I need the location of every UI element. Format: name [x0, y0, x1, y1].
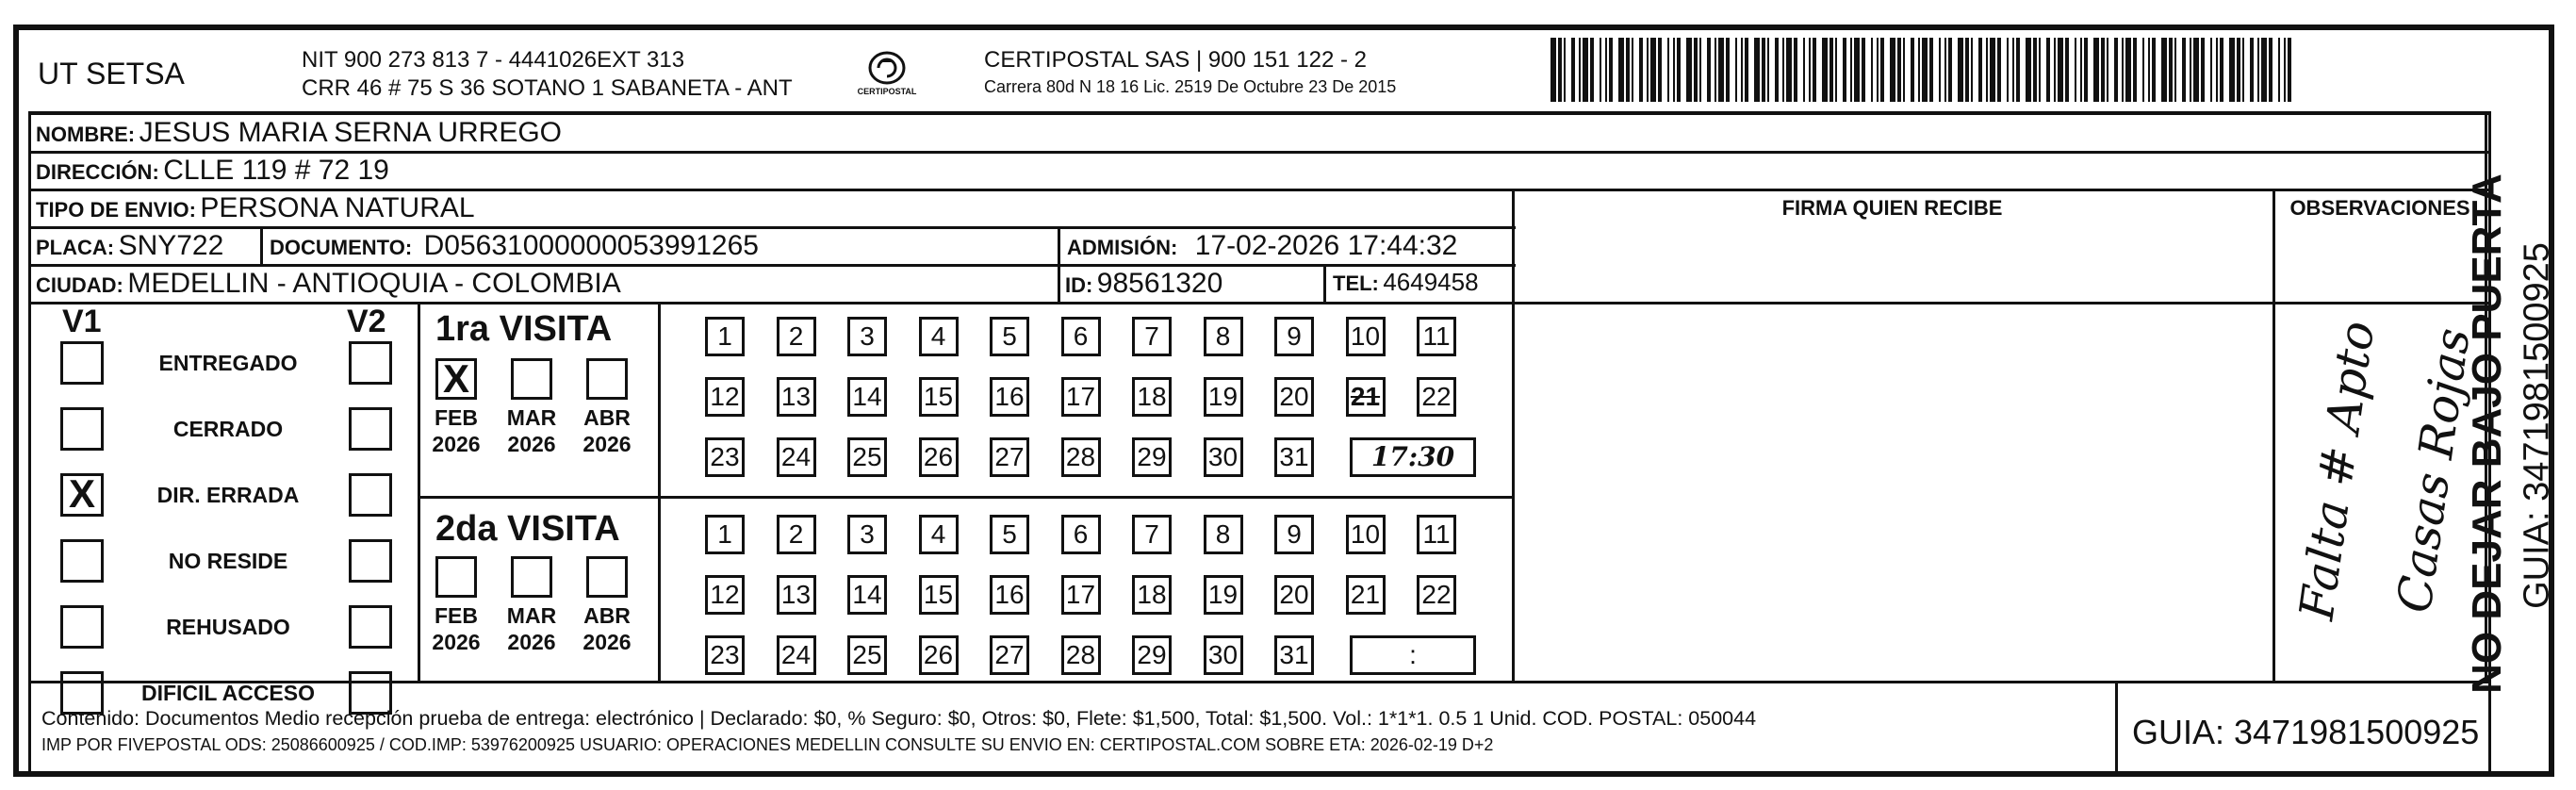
- day-box[interactable]: 9: [1274, 515, 1314, 554]
- reason-label: DIFICIL ACCESO: [140, 681, 315, 705]
- day-box[interactable]: 22: [1417, 575, 1456, 615]
- day-box[interactable]: 12: [705, 377, 745, 417]
- ciudad-value: MEDELLIN - ANTIOQUIA - COLOMBIA: [127, 268, 621, 299]
- admision-label: ADMISIÓN:: [1067, 236, 1178, 259]
- day-box[interactable]: 26: [919, 437, 959, 477]
- day-box[interactable]: 18: [1132, 575, 1172, 615]
- footer-line-1: Contenido: Documentos Medio recepción prueba de entrega: electrónico | Declarado: $0, % Seguro: $0, Otros: $0, Flete: $1,500, Total: $1,500. Vol.: 1*1*1. 0.5 1 Unid. COD. POSTAL: 050044: [41, 707, 1757, 730]
- day-box[interactable]: 15: [919, 377, 959, 417]
- day-box[interactable]: 2: [777, 515, 816, 554]
- year-label: 2026: [432, 630, 481, 654]
- certipostal-logo-text: CERTIPOSTAL: [857, 87, 917, 96]
- month-label: MAR: [506, 603, 557, 628]
- day-box[interactable]: 28: [1061, 635, 1101, 675]
- day-box[interactable]: 26: [919, 635, 959, 675]
- v1-checkbox[interactable]: [60, 341, 104, 385]
- day-box[interactable]: 25: [847, 635, 887, 675]
- firma-quien-recibe-header: FIRMA QUIEN RECIBE: [1781, 196, 2003, 220]
- month-checkbox[interactable]: [586, 556, 628, 598]
- tel-value: 4649458: [1383, 268, 1479, 296]
- day-box[interactable]: 10: [1346, 515, 1386, 554]
- day-box[interactable]: 11: [1417, 515, 1456, 554]
- day-box[interactable]: 4: [919, 317, 959, 356]
- no-dejar-bajo-puerta: NO DEJAR BAJO PUERTA: [2464, 173, 2510, 694]
- day-box[interactable]: 31: [1274, 437, 1314, 477]
- v1-checkbox[interactable]: X: [60, 473, 104, 517]
- ciudad-label: CIUDAD:: [36, 273, 123, 297]
- year-label: 2026: [507, 630, 556, 654]
- day-box[interactable]: 27: [990, 635, 1029, 675]
- day-box[interactable]: 7: [1132, 515, 1172, 554]
- day-box[interactable]: 19: [1204, 377, 1243, 417]
- day-box[interactable]: 21: [1346, 575, 1386, 615]
- sender-nit: NIT 900 273 813 7 - 4441026EXT 313: [302, 47, 685, 73]
- direccion-value: CLLE 119 # 72 19: [163, 155, 389, 186]
- v1-checkbox[interactable]: [60, 605, 104, 649]
- day-box[interactable]: 20: [1274, 377, 1314, 417]
- day-box[interactable]: 7: [1132, 317, 1172, 356]
- observaciones-header: OBSERVACIONES: [2289, 196, 2470, 220]
- v2-label: V2: [347, 304, 386, 339]
- tipo-envio-label: TIPO DE ENVIO:: [36, 198, 196, 222]
- placa-value: SNY722: [118, 230, 224, 261]
- day-box[interactable]: 17: [1061, 377, 1101, 417]
- footer-guia: GUIA: 3471981500925: [2132, 713, 2480, 751]
- day-box[interactable]: 5: [990, 515, 1029, 554]
- handwritten-note-apto: Falta # Apto: [2289, 318, 2386, 623]
- v2-checkbox[interactable]: [349, 407, 392, 451]
- day-box[interactable]: 22: [1417, 377, 1456, 417]
- month-checkbox[interactable]: [586, 358, 628, 400]
- day-box[interactable]: 28: [1061, 437, 1101, 477]
- month-label: FEB: [435, 603, 478, 628]
- id-label: ID:: [1065, 273, 1093, 297]
- carrier-address: Carrera 80d N 18 16 Lic. 2519 De Octubre 23 De 2015: [984, 77, 1397, 96]
- nombre-label: NOMBRE:: [36, 123, 136, 146]
- v2-checkbox[interactable]: [349, 539, 392, 583]
- reason-label: ENTREGADO: [158, 351, 298, 375]
- day-box[interactable]: 4: [919, 515, 959, 554]
- day-box[interactable]: 11: [1417, 317, 1456, 356]
- day-box[interactable]: 5: [990, 317, 1029, 356]
- v1-checkbox[interactable]: [60, 539, 104, 583]
- month-label: MAR: [506, 405, 557, 430]
- footer-line-2: IMP POR FIVEPOSTAL ODS: 25086600925 / COD.IMP: 53976200925 USUARIO: OPERACIONES MEDELLIN CONSULTE SU ENVIO EN: CERTIPOSTAL.COM SOBRE ETA: 2026-02-19 D+2: [41, 735, 1494, 754]
- v1-label: V1: [62, 304, 102, 339]
- day-box[interactable]: 23: [705, 635, 745, 675]
- month-checkbox[interactable]: [511, 556, 552, 598]
- day-box[interactable]: 24: [777, 437, 816, 477]
- day-box[interactable]: 16: [990, 575, 1029, 615]
- day-box[interactable]: 24: [777, 635, 816, 675]
- day-box[interactable]: 13: [777, 377, 816, 417]
- month-label: ABR: [583, 603, 631, 628]
- year-label: 2026: [582, 630, 632, 654]
- visit1-title: 1ra VISITA: [435, 309, 613, 349]
- day-box[interactable]: 9: [1274, 317, 1314, 356]
- year-label: 2026: [507, 432, 556, 456]
- day-box[interactable]: 25: [847, 437, 887, 477]
- day-box[interactable]: 16: [990, 377, 1029, 417]
- day-box[interactable]: 19: [1204, 575, 1243, 615]
- reason-label: REHUSADO: [166, 615, 290, 639]
- day-box[interactable]: 13: [777, 575, 816, 615]
- day-box[interactable]: 18: [1132, 377, 1172, 417]
- placa-label: PLACA:: [36, 236, 115, 259]
- carrier-title: CERTIPOSTAL SAS | 900 151 122 - 2: [984, 47, 1367, 73]
- day-box[interactable]: 31: [1274, 635, 1314, 675]
- year-label: 2026: [582, 432, 632, 456]
- day-box[interactable]: 14: [847, 377, 887, 417]
- reason-label: DIR. ERRADA: [156, 483, 300, 507]
- day-box[interactable]: 6: [1061, 317, 1101, 356]
- day-box[interactable]: 20: [1274, 575, 1314, 615]
- v2-checkbox[interactable]: [349, 341, 392, 385]
- day-box[interactable]: 1: [705, 317, 745, 356]
- handwritten-note-casas: Casas Rojas: [2387, 324, 2481, 617]
- v2-checkbox[interactable]: [349, 605, 392, 649]
- day-box[interactable]: 1: [705, 515, 745, 554]
- day-box[interactable]: 17: [1061, 575, 1101, 615]
- day-box[interactable]: 29: [1132, 437, 1172, 477]
- time-box[interactable]: :: [1350, 635, 1476, 675]
- tel-label: TEL:: [1333, 272, 1379, 295]
- side-guia-number: GUIA: 3471981500925: [2517, 242, 2557, 609]
- day-box[interactable]: 8: [1204, 317, 1243, 356]
- month-label: FEB: [435, 405, 478, 430]
- year-label: 2026: [432, 432, 481, 456]
- day-box[interactable]: 10: [1346, 317, 1386, 356]
- month-checkbox[interactable]: [435, 556, 477, 598]
- tipo-envio-value: PERSONA NATURAL: [200, 192, 475, 223]
- visit2-title: 2da VISITA: [435, 509, 620, 549]
- day-box[interactable]: 30: [1204, 437, 1243, 477]
- id-value: 98561320: [1096, 268, 1223, 299]
- day-box[interactable]: 3: [847, 317, 887, 356]
- day-box[interactable]: 30: [1204, 635, 1243, 675]
- day-box[interactable]: 12: [705, 575, 745, 615]
- nombre-value: JESUS MARIA SERNA URREGO: [139, 117, 562, 148]
- documento-value: D05631000000053991265: [423, 230, 759, 261]
- reason-label: CERRADO: [172, 417, 284, 441]
- reason-label: NO RESIDE: [168, 549, 288, 573]
- time-box[interactable]: 17:30: [1350, 437, 1476, 477]
- v1-checkbox[interactable]: [60, 407, 104, 451]
- day-box[interactable]: 14: [847, 575, 887, 615]
- month-checkbox[interactable]: [511, 358, 552, 400]
- direccion-label: DIRECCIÓN:: [36, 160, 159, 184]
- day-box[interactable]: 6: [1061, 515, 1101, 554]
- day-box[interactable]: 23: [705, 437, 745, 477]
- day-box[interactable]: 2: [777, 317, 816, 356]
- month-checkbox[interactable]: X: [435, 358, 477, 400]
- admision-value: 17-02-2026 17:44:32: [1194, 230, 1458, 261]
- documento-label: DOCUMENTO:: [270, 236, 413, 259]
- day-box[interactable]: 29: [1132, 635, 1172, 675]
- sender-address: CRR 46 # 75 S 36 SOTANO 1 SABANETA - ANT: [302, 75, 793, 101]
- day-box[interactable]: 8: [1204, 515, 1243, 554]
- month-label: ABR: [583, 405, 631, 430]
- day-box[interactable]: 27: [990, 437, 1029, 477]
- day-box[interactable]: 21: [1346, 377, 1386, 417]
- day-box[interactable]: 15: [919, 575, 959, 615]
- day-box[interactable]: 3: [847, 515, 887, 554]
- v2-checkbox[interactable]: [349, 473, 392, 517]
- sender-name: UT SETSA: [38, 57, 185, 91]
